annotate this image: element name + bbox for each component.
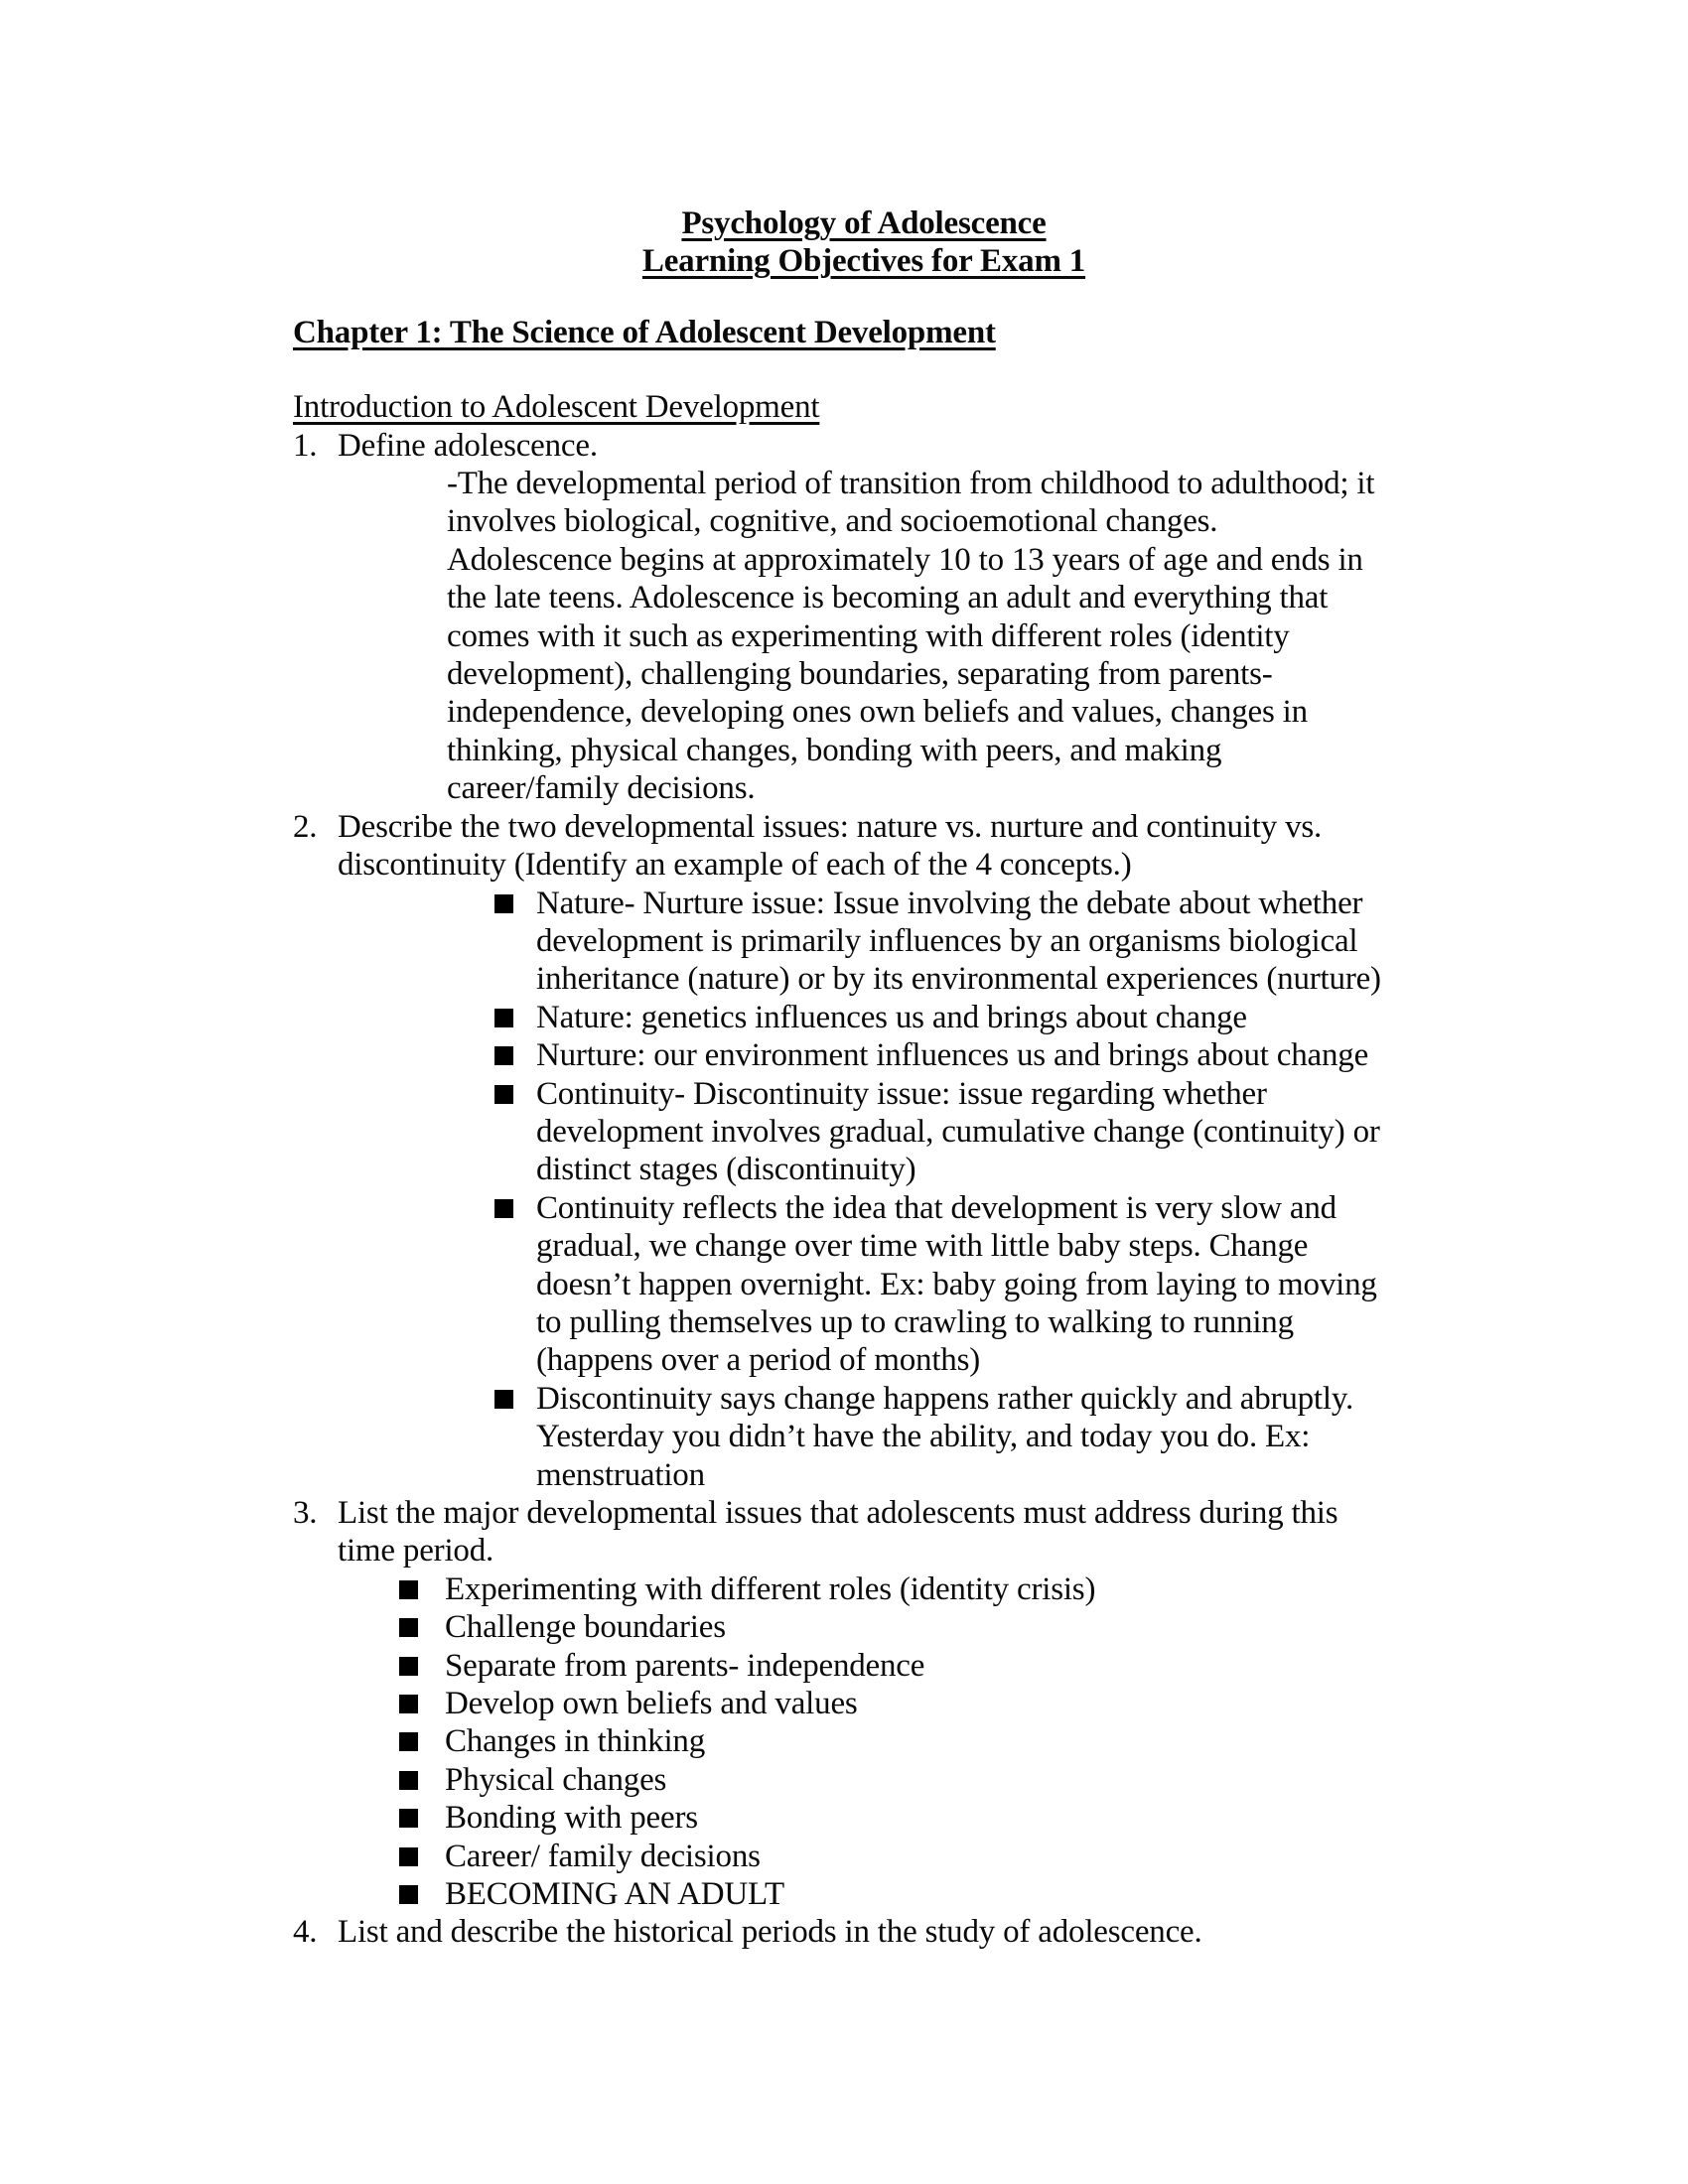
bullet-square-icon bbox=[494, 1390, 513, 1409]
document-content bbox=[293, 205, 1435, 1952]
list-item-2 bbox=[293, 808, 1435, 1494]
bullet-square-icon bbox=[494, 1009, 513, 1027]
document-title bbox=[293, 205, 1435, 242]
bullet-square-icon bbox=[494, 1046, 513, 1065]
bullet-item bbox=[399, 1685, 1382, 1722]
bullet-square-icon bbox=[399, 1618, 418, 1637]
bullet-square-icon bbox=[399, 1771, 418, 1790]
document-subtitle bbox=[293, 242, 1435, 280]
document-title-text: Psychology of Adolescence bbox=[681, 205, 1047, 241]
bullet-text: Discontinuity says change happens rather quickly and abruptly. Yesterday you didn’t have the ability, and today you do. Ex: menstruation bbox=[536, 1380, 1354, 1493]
section-heading-text: Introduction to Adolescent Development bbox=[293, 389, 820, 426]
item-number: 4. bbox=[293, 1914, 318, 1951]
bullet-text: Physical changes bbox=[445, 1761, 667, 1798]
bullet-square-icon bbox=[399, 1847, 418, 1866]
bullet-text: Continuity reflects the idea that development is very slow and gradual, we change over time with little baby steps. Change doesn’t happen overnight. Ex: baby going from laying to moving to pulling themselves up to crawling to walking to running (happens over a period of months) bbox=[536, 1189, 1377, 1379]
item-text: Describe the two developmental issues: nature vs. nurture and continuity vs. discontinuity (Identify an example of each of the 4 concepts.) bbox=[338, 808, 1323, 884]
list-item-4 bbox=[293, 1913, 1435, 1951]
item-number: 2. bbox=[293, 808, 318, 845]
bullet-item bbox=[494, 1075, 1385, 1189]
item-text: List and describe the historical periods in the study of adolescence. bbox=[338, 1914, 1202, 1951]
bullet-list bbox=[399, 1570, 1382, 1914]
bullet-square-icon bbox=[399, 1695, 418, 1713]
chapter-heading bbox=[293, 314, 1435, 351]
item-number: 1. bbox=[293, 427, 318, 464]
bullet-text: Career/ family decisions bbox=[445, 1838, 761, 1874]
list-item-1 bbox=[293, 427, 1435, 808]
bullet-text: Changes in thinking bbox=[445, 1723, 706, 1760]
bullet-text: Challenge boundaries bbox=[445, 1609, 726, 1646]
bullet-text: BECOMING AN ADULT bbox=[445, 1876, 784, 1913]
bullet-text: Experimenting with different roles (identity crisis) bbox=[445, 1570, 1096, 1607]
chapter-heading-text: Chapter 1: The Science of Adolescent Development bbox=[293, 314, 996, 350]
section-heading bbox=[293, 388, 1435, 426]
spacer bbox=[293, 351, 1435, 388]
bullet-text: Nurture: our environment influences us and brings about change bbox=[536, 1037, 1369, 1074]
bullet-item bbox=[494, 885, 1385, 999]
item-number: 3. bbox=[293, 1495, 318, 1531]
bullet-item bbox=[494, 1380, 1385, 1494]
bullet-square-icon bbox=[399, 1732, 418, 1751]
bullet-item bbox=[494, 999, 1385, 1036]
bullet-text: Develop own beliefs and values bbox=[445, 1686, 858, 1722]
item-text: List the major developmental issues that adolescents must address during this time period. bbox=[338, 1495, 1338, 1570]
bullet-item bbox=[399, 1647, 1382, 1685]
bullet-square-icon bbox=[399, 1657, 418, 1676]
bullet-text: Bonding with peers bbox=[445, 1800, 698, 1837]
bullet-square-icon bbox=[399, 1580, 418, 1599]
bullet-item bbox=[494, 1036, 1385, 1074]
item-text: Define adolescence. bbox=[338, 427, 598, 464]
definition-paragraph: -The developmental period of transition from childhood to adulthood; it involves biological, cognitive, and socioemotional changes. Adolescence begins at approximately 10 to 13 years of age and ends in the late teens. Adolescence is becoming an adult and everything that comes with it such as experimenting with different roles (identity development), challenging boundaries, separating from parents- independence, developing ones own beliefs and values, changes in thinking, physical changes, bonding with peers, and making career/family decisions. bbox=[447, 466, 1375, 807]
bullet-item bbox=[399, 1570, 1382, 1608]
bullet-item bbox=[399, 1722, 1382, 1760]
bullet-item bbox=[399, 1875, 1382, 1913]
bullet-item bbox=[399, 1761, 1382, 1799]
bullet-item bbox=[494, 1189, 1385, 1380]
bullet-item bbox=[399, 1838, 1382, 1875]
bullet-text: Continuity- Discontinuity issue: issue regarding whether development involves gradual, cumulative change (continuity) or distinct stages (discontinuity) bbox=[536, 1075, 1380, 1188]
bullet-square-icon bbox=[399, 1885, 418, 1904]
bullet-square-icon bbox=[399, 1809, 418, 1828]
spacer bbox=[293, 281, 1435, 314]
bullet-item bbox=[399, 1608, 1382, 1646]
bullet-square-icon bbox=[494, 894, 513, 913]
bullet-text: Separate from parents- independence bbox=[445, 1647, 925, 1684]
bullet-text: Nature- Nurture issue: Issue involving the debate about whether development is primarily influences by an organisms biological inheritance (nature) or by its environmental experiences (nurture) bbox=[536, 885, 1381, 998]
list-item-3 bbox=[293, 1494, 1435, 1913]
bullet-square-icon bbox=[494, 1085, 513, 1104]
bullet-text: Nature: genetics influences us and brings about change bbox=[536, 999, 1247, 1035]
bullet-square-icon bbox=[494, 1199, 513, 1218]
document-header bbox=[293, 205, 1435, 281]
document-subtitle-text: Learning Objectives for Exam 1 bbox=[641, 243, 1086, 280]
bullet-list bbox=[494, 885, 1385, 1495]
bullet-item bbox=[399, 1799, 1382, 1837]
